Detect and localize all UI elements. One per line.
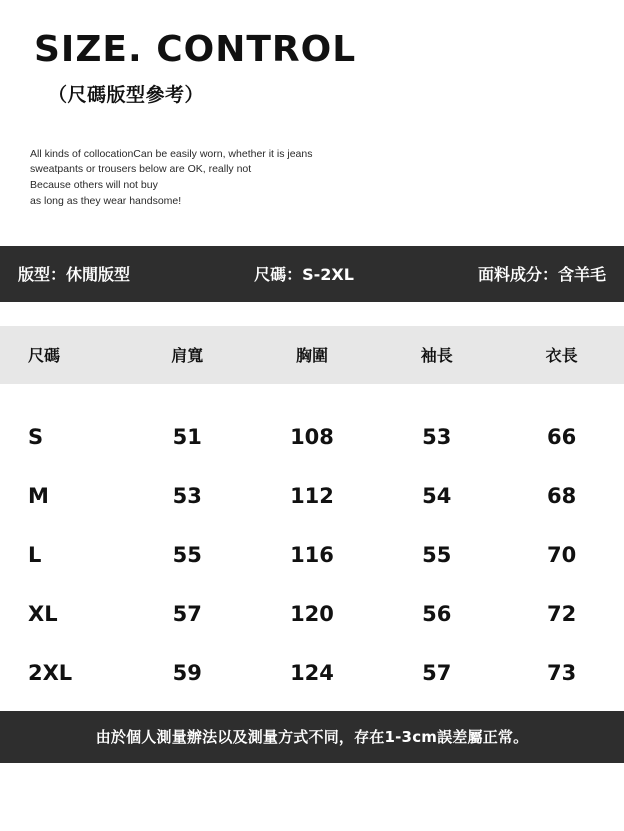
table-row (0, 526, 624, 585)
cell-chest: 112 (250, 467, 375, 526)
cell-shoulder: 57 (125, 585, 250, 644)
description-line-3: Because others will not buy (30, 179, 158, 192)
cell-size: S (0, 408, 125, 467)
spacer-cell (499, 384, 624, 408)
description-line-2: sweatpants or trousers below are OK, really not (30, 163, 252, 176)
cell-length: 73 (499, 644, 624, 703)
spacer-cell (125, 302, 250, 326)
column-header-shoulder: 肩寬 (125, 326, 250, 384)
cell-shoulder: 51 (125, 408, 250, 467)
spacer-cell (499, 302, 624, 326)
bottom-spacer (0, 763, 624, 793)
cell-shoulder: 55 (125, 526, 250, 585)
info-sizes: 尺碼：S-2XL (254, 265, 354, 285)
spacer-cell (250, 302, 375, 326)
spacer-cell (0, 302, 125, 326)
size-table (0, 302, 624, 703)
measurement-disclaimer: 由於個人測量辦法以及測量方式不同，存在1-3cm誤差屬正常。 (0, 711, 624, 763)
cell-length: 66 (499, 408, 624, 467)
column-header-size: 尺碼 (0, 326, 125, 384)
table-header-row (0, 326, 624, 384)
spacer-cell (374, 384, 499, 408)
header (0, 0, 624, 107)
cell-length: 70 (499, 526, 624, 585)
description-line-4: as long as they wear handsome! (30, 194, 182, 207)
cell-size: L (0, 526, 125, 585)
cell-shoulder: 59 (125, 644, 250, 703)
cell-size: XL (0, 585, 125, 644)
column-header-chest: 胸圍 (250, 326, 375, 384)
cell-chest: 116 (250, 526, 375, 585)
product-info-band (0, 246, 624, 302)
spacer-cell (374, 302, 499, 326)
cell-sleeve: 53 (374, 408, 499, 467)
table-top-spacer (0, 302, 624, 326)
spacer-cell (125, 384, 250, 408)
description-line-1: All kinds of collocationCan be easily worn, whether it is jeans (30, 147, 313, 160)
cell-size: M (0, 467, 125, 526)
cell-sleeve: 56 (374, 585, 499, 644)
cell-sleeve: 55 (374, 526, 499, 585)
column-header-length: 衣長 (499, 326, 624, 384)
table-row (0, 467, 624, 526)
table-row (0, 408, 624, 467)
cell-chest: 120 (250, 585, 375, 644)
page-subtitle: （尺碼版型參考） (48, 83, 205, 106)
page-title: SIZE. CONTROL (34, 29, 357, 70)
spacer-cell (0, 384, 125, 408)
cell-sleeve: 54 (374, 467, 499, 526)
column-header-sleeve: 袖長 (374, 326, 499, 384)
info-fit: 版型：休閒版型 (18, 265, 131, 285)
table-header-spacer (0, 384, 624, 408)
spacer-cell (250, 384, 375, 408)
cell-sleeve: 57 (374, 644, 499, 703)
cell-chest: 124 (250, 644, 375, 703)
cell-length: 72 (499, 585, 624, 644)
cell-size: 2XL (0, 644, 125, 703)
description-text (0, 147, 624, 210)
cell-chest: 108 (250, 408, 375, 467)
table-row (0, 585, 624, 644)
cell-shoulder: 53 (125, 467, 250, 526)
info-fabric: 面料成分：含羊毛 (477, 265, 606, 285)
cell-length: 68 (499, 467, 624, 526)
table-row (0, 644, 624, 703)
